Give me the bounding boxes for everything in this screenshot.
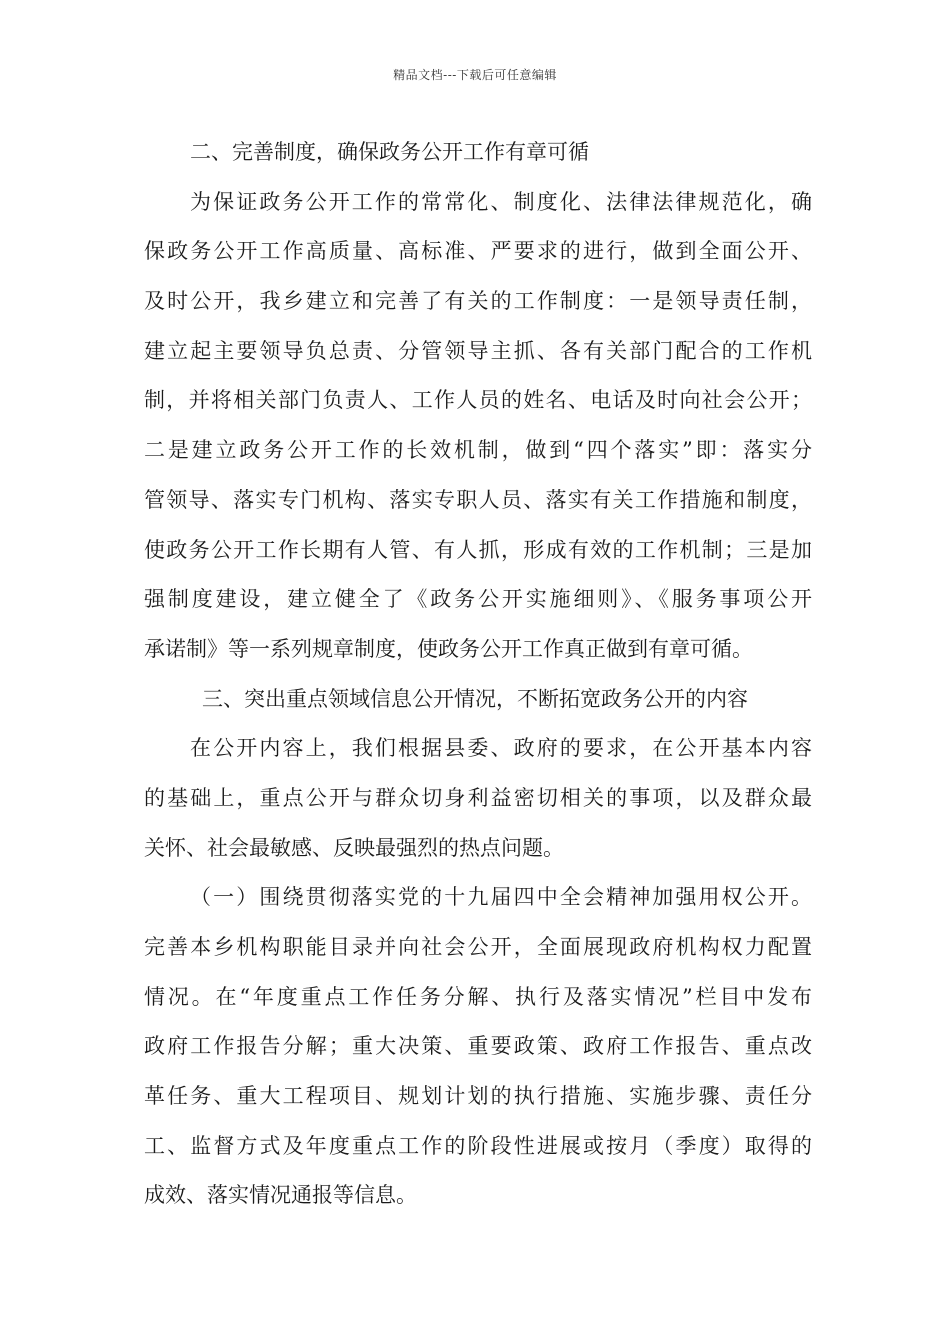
text-line: 及时公开，我乡建立和完善了有关的工作制度：一是领导责任制， bbox=[144, 289, 812, 314]
text-line: 关怀、社会最敏感、反映最强烈的热点问题。 bbox=[144, 835, 564, 860]
text-line: 使政务公开工作长期有人管、有人抓，形成有效的工作机制；三是加 bbox=[144, 537, 812, 562]
text-line: （一）围绕贯彻落实党的十九届四中全会精神加强用权公开。 bbox=[190, 885, 812, 910]
text-line: 制，并将相关部门负责人、工作人员的姓名、电话及时向社会公开； bbox=[144, 388, 812, 413]
text-line: 为保证政务公开工作的常常化、制度化、法律法律规范化，确 bbox=[190, 189, 812, 214]
text-line: 承诺制》等一系列规章制度，使政务公开工作真正做到有章可循。 bbox=[144, 636, 753, 661]
text-line: 三、突出重点领域信息公开情况，不断拓宽政务公开的内容 bbox=[202, 686, 748, 711]
text-line: 完善本乡机构职能目录并向社会公开，全面展现政府机构权力配置 bbox=[144, 935, 812, 959]
text-line: 政府工作报告分解；重大决策、重要政策、政府工作报告、重点改 bbox=[144, 1034, 812, 1059]
page-header: 精品文档---下载后可任意编辑 bbox=[393, 68, 557, 82]
text-line: 二、完善制度，确保政务公开工作有章可循 bbox=[190, 140, 589, 164]
text-line: 管领导、落实专门机构、落实专职人员、落实有关工作措施和制度， bbox=[144, 487, 812, 512]
text-line: 情况。在“年度重点工作任务分解、执行及落实情况”栏目中发布 bbox=[144, 984, 812, 1009]
text-line: 革任务、重大工程项目、规划计划的执行措施、实施步骤、责任分 bbox=[144, 1084, 812, 1109]
text-line: 保政务公开工作高质量、高标准、严要求的进行，做到全面公开、 bbox=[144, 239, 812, 264]
text-line: 建立起主要领导负总责、分管领导主抓、各有关部门配合的工作机 bbox=[144, 338, 812, 363]
text-line: 工、监督方式及年度重点工作的阶段性进展或按月（季度）取得的 bbox=[144, 1133, 812, 1158]
text-line: 的基础上，重点公开与群众切身利益密切相关的事项，以及群众最 bbox=[144, 785, 812, 810]
text-line: 强制度建设，建立健全了《政务公开实施细则》、《服务事项公开 bbox=[144, 587, 812, 612]
text-line: 二是建立政务公开工作的长效机制，做到“四个落实”即：落实分 bbox=[144, 438, 812, 463]
document-body bbox=[144, 128, 812, 1221]
text-line: 在公开内容上，我们根据县委、政府的要求，在公开基本内容 bbox=[190, 736, 812, 761]
text-line: 成效、落实情况通报等信息。 bbox=[144, 1183, 417, 1208]
